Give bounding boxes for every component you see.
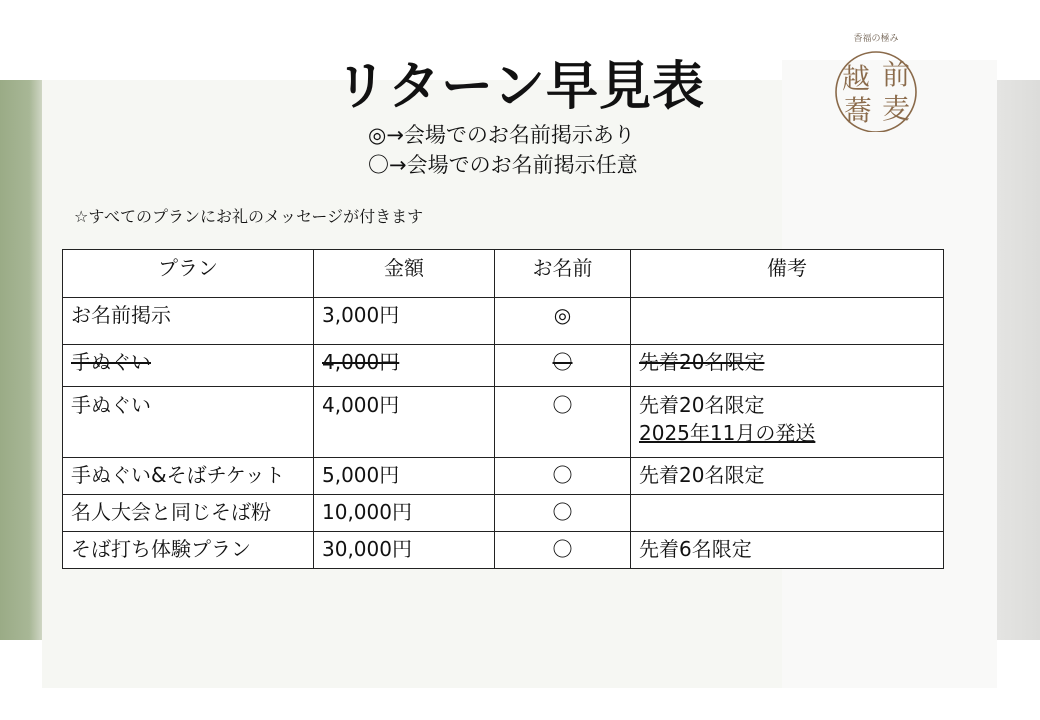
legend — [368, 120, 638, 180]
logo-tagline: 香福の極み — [853, 34, 899, 44]
page-title: リターン早見表 — [335, 57, 705, 117]
table-row — [63, 495, 944, 532]
cell-note: 先着20名限定 — [631, 458, 944, 495]
logo-char-3: 蕎 — [843, 94, 873, 127]
logo-char-4: 麦 — [881, 92, 911, 125]
table-row — [63, 458, 944, 495]
header-note: 備考 — [631, 250, 944, 298]
table-row — [63, 532, 944, 569]
cell-note — [631, 495, 944, 532]
cell-plan: 手ぬぐい&そばチケット — [63, 458, 314, 495]
cell-note: 先着20名限定 — [631, 345, 944, 387]
cell-plan: 手ぬぐい — [63, 387, 314, 458]
cell-note — [631, 298, 944, 345]
table-header-row — [63, 250, 944, 298]
cell-price: 30,000円 — [314, 532, 495, 569]
cell-price: 4,000円 — [314, 387, 495, 458]
logo-char-2: 前 — [881, 58, 911, 91]
cell-name-mark: 〇 — [495, 458, 631, 495]
cell-plan: お名前掲示 — [63, 298, 314, 345]
cell-price: 4,000円 — [314, 345, 495, 387]
return-plan-table — [62, 249, 944, 569]
cell-price: 3,000円 — [314, 298, 495, 345]
cell-price: 5,000円 — [314, 458, 495, 495]
header-name: お名前 — [495, 250, 631, 298]
table-row — [63, 298, 944, 345]
header-price: 金額 — [314, 250, 495, 298]
legend-item-circle: 〇→会場でのお名前掲示任意 — [368, 153, 638, 177]
gray-side-bar — [997, 80, 1040, 640]
header-plan: プラン — [63, 250, 314, 298]
cell-note-line2: 2025年11月の発送 — [639, 421, 816, 445]
message-note: ☆すべてのプランにお礼のメッセージが付きます — [74, 207, 424, 226]
cell-name-mark: 〇 — [495, 387, 631, 458]
table-row — [63, 387, 944, 458]
cell-name-mark: 〇 — [495, 495, 631, 532]
cell-note — [631, 387, 944, 458]
cell-plan: 手ぬぐい — [63, 345, 314, 387]
cell-name-mark: 〇 — [495, 345, 631, 387]
cell-plan: 名人大会と同じそば粉 — [63, 495, 314, 532]
cell-name-mark: 〇 — [495, 532, 631, 569]
cell-name-mark: ◎ — [495, 298, 631, 345]
brand-logo — [826, 32, 926, 132]
cell-note: 先着6名限定 — [631, 532, 944, 569]
logo-char-1: 越 — [841, 62, 871, 95]
legend-item-double-circle: ◎→会場でのお名前掲示あり — [368, 123, 635, 147]
cell-plan: そば打ち体験プラン — [63, 532, 314, 569]
green-side-bar — [0, 80, 42, 640]
cell-note-line1: 先着20名限定 — [639, 393, 765, 417]
cell-price: 10,000円 — [314, 495, 495, 532]
table-row-struck — [63, 345, 944, 387]
